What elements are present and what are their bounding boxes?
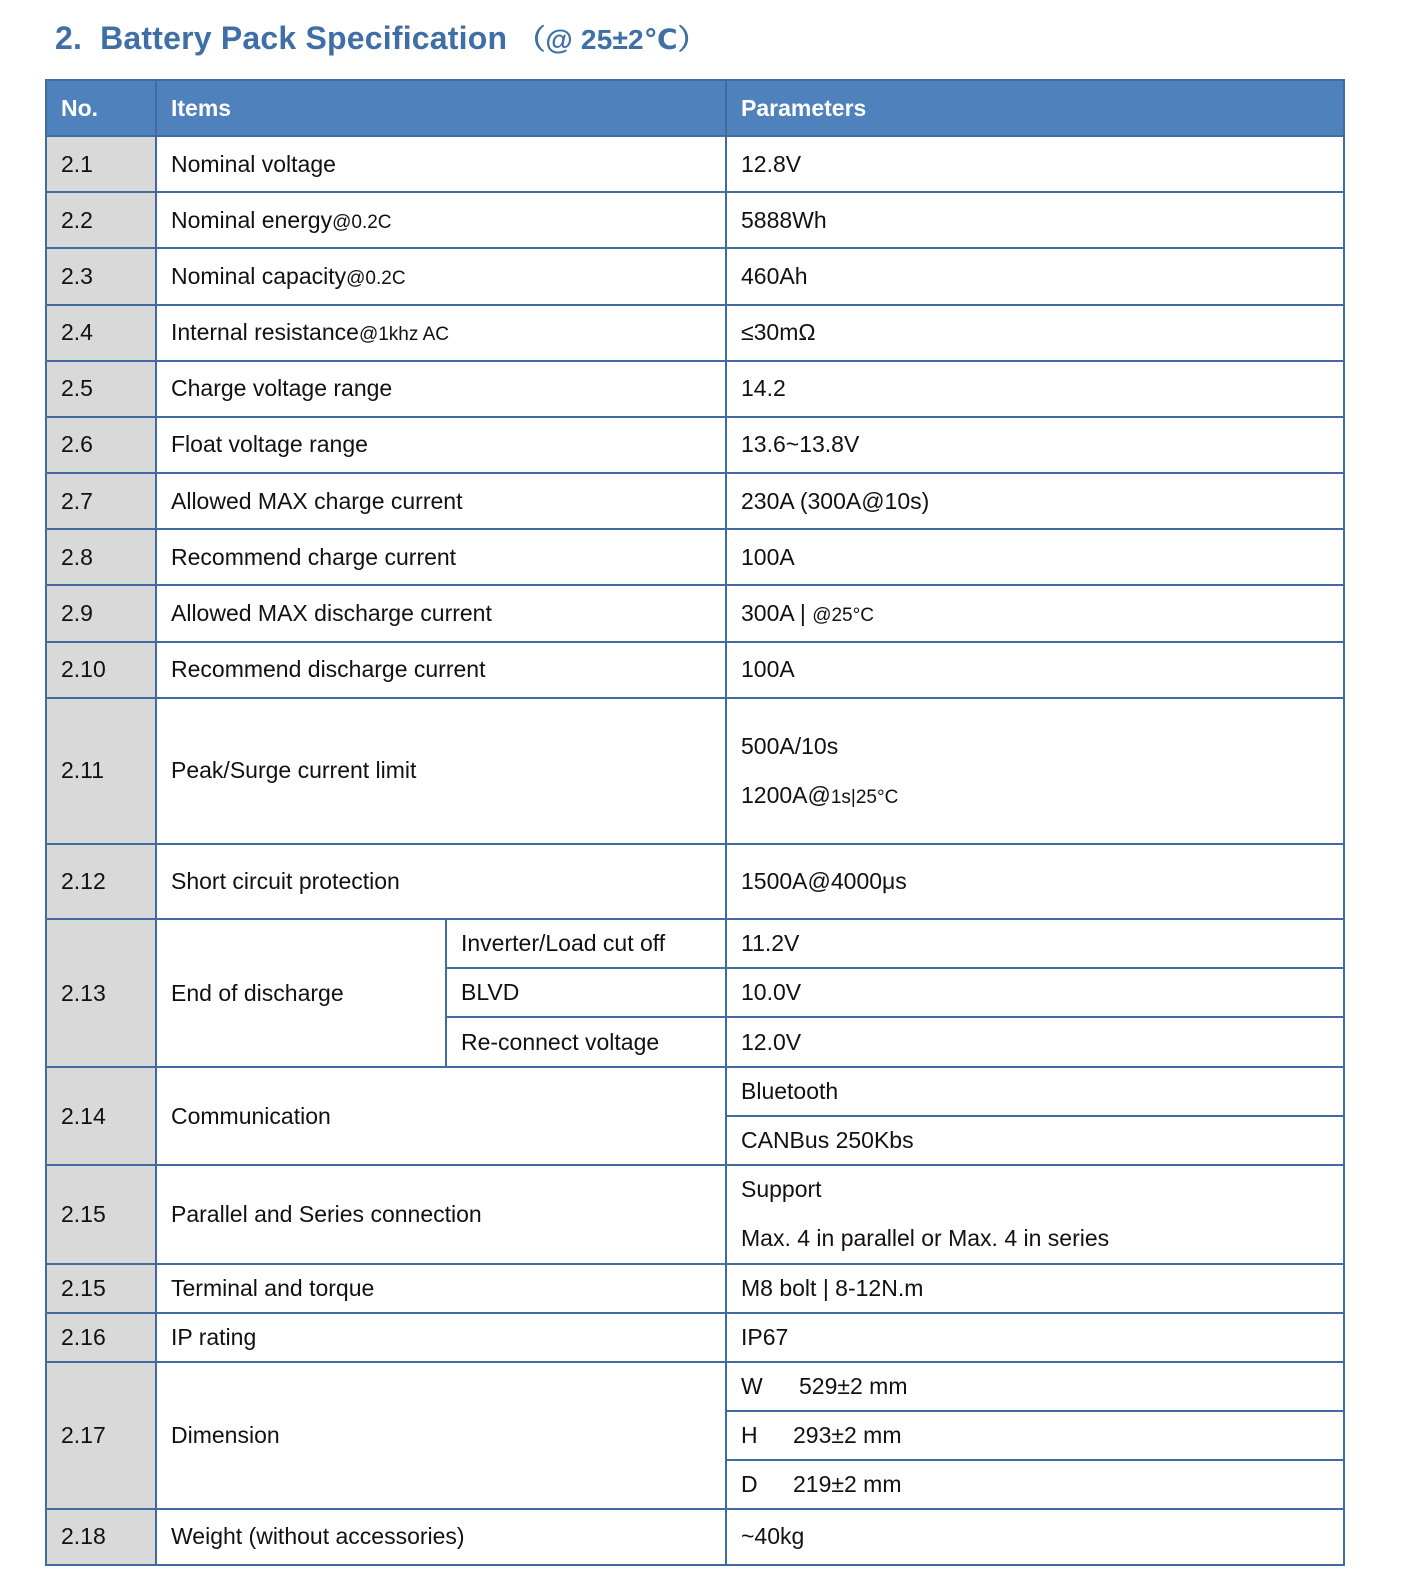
item-note: @0.2C <box>346 267 406 289</box>
row-parameter: IP67 <box>726 1313 1344 1362</box>
parameter-line: 500A/10s <box>741 732 839 759</box>
row-number: 2.3 <box>46 248 156 304</box>
table-row <box>46 844 1344 920</box>
section-title: Battery Pack Specification <box>100 20 508 56</box>
table-row <box>46 248 1344 304</box>
row-parameter: 100A <box>726 529 1344 585</box>
row-number: 2.10 <box>46 642 156 698</box>
row-parameter: 12.8V <box>726 136 1344 192</box>
parameter-value: 1200A@ <box>741 781 831 808</box>
row-number: 2.6 <box>46 417 156 473</box>
table-row <box>46 1264 1344 1313</box>
table-row <box>46 417 1344 473</box>
row-number: 2.16 <box>46 1313 156 1362</box>
parameter-note: @25°C <box>812 604 874 626</box>
row-number: 2.11 <box>46 698 156 844</box>
dimension-letter: H <box>741 1421 758 1448</box>
table-row <box>46 698 1344 844</box>
dimension-letter: W <box>741 1372 763 1399</box>
row-item: Short circuit protection <box>156 844 726 920</box>
row-parameter: ≤30mΩ <box>726 305 1344 361</box>
row-item: Recommend discharge current <box>156 642 726 698</box>
row-item <box>156 305 726 361</box>
row-parameter <box>726 1460 1344 1509</box>
row-item: Charge voltage range <box>156 361 726 417</box>
section-condition: （@ 25±2℃） <box>517 24 707 55</box>
header-parameters: Parameters <box>726 80 1344 136</box>
dimension-letter: D <box>741 1470 758 1497</box>
row-parameter: 10.0V <box>726 968 1344 1017</box>
dimension-value: 293±2 mm <box>793 1421 902 1448</box>
table-row <box>46 473 1344 529</box>
row-item: Dimension <box>156 1362 726 1509</box>
header-items: Items <box>156 80 726 136</box>
row-parameter <box>726 585 1344 641</box>
row-parameter <box>726 1411 1344 1460</box>
row-item: Weight (without accessories) <box>156 1509 726 1565</box>
row-item: End of discharge <box>156 919 446 1067</box>
row-parameter <box>726 698 1344 844</box>
table-row <box>46 642 1344 698</box>
row-subitem: BLVD <box>446 968 726 1017</box>
table-header-row <box>46 80 1344 136</box>
row-item: IP rating <box>156 1313 726 1362</box>
item-note: @1khz AC <box>358 324 449 346</box>
row-parameter <box>726 1165 1344 1263</box>
table-row <box>46 1362 1344 1411</box>
row-item: Float voltage range <box>156 417 726 473</box>
row-parameter: ~40kg <box>726 1509 1344 1565</box>
table-row <box>46 136 1344 192</box>
item-label: Internal resistance <box>171 319 359 346</box>
row-number: 2.18 <box>46 1509 156 1565</box>
row-number: 2.15 <box>46 1165 156 1263</box>
parameter-note: 1s|25°C <box>830 786 899 808</box>
row-parameter: Bluetooth <box>726 1067 1344 1116</box>
table-row <box>46 1165 1344 1263</box>
row-item: Allowed MAX charge current <box>156 473 726 529</box>
row-number: 2.12 <box>46 844 156 920</box>
row-number: 2.1 <box>46 136 156 192</box>
row-subitem: Re-connect voltage <box>446 1017 726 1067</box>
parameter-line: Max. 4 in parallel or Max. 4 in series <box>741 1225 1110 1252</box>
table-row <box>46 1313 1344 1362</box>
table-row <box>46 361 1344 417</box>
dimension-value: 219±2 mm <box>793 1470 902 1497</box>
row-item: Terminal and torque <box>156 1264 726 1313</box>
row-parameter: 1500A@4000μs <box>726 844 1344 920</box>
row-parameter: M8 bolt | 8-12N.m <box>726 1264 1344 1313</box>
row-item: Communication <box>156 1067 726 1165</box>
row-parameter: 13.6~13.8V <box>726 417 1344 473</box>
item-label: Nominal energy <box>171 206 333 233</box>
parameter-line <box>741 782 1343 809</box>
row-number: 2.4 <box>46 305 156 361</box>
section-heading <box>55 18 706 58</box>
table-row <box>46 192 1344 248</box>
row-item: Peak/Surge current limit <box>156 698 726 844</box>
table-row <box>46 529 1344 585</box>
item-label: Nominal capacity <box>171 262 347 289</box>
row-number: 2.13 <box>46 919 156 1067</box>
dimension-value: 529±2 mm <box>799 1372 908 1399</box>
row-item: Parallel and Series connection <box>156 1165 726 1263</box>
row-parameter: 14.2 <box>726 361 1344 417</box>
row-item <box>156 192 726 248</box>
row-number: 2.17 <box>46 1362 156 1509</box>
row-parameter: 11.2V <box>726 919 1344 968</box>
row-number: 2.14 <box>46 1067 156 1165</box>
header-no: No. <box>46 80 156 136</box>
row-item <box>156 248 726 304</box>
row-item: Allowed MAX discharge current <box>156 585 726 641</box>
row-number: 2.15 <box>46 1264 156 1313</box>
table-row <box>46 1067 1344 1116</box>
row-item: Recommend charge current <box>156 529 726 585</box>
row-number: 2.2 <box>46 192 156 248</box>
row-parameter: 230A (300A@10s) <box>726 473 1344 529</box>
row-number: 2.5 <box>46 361 156 417</box>
row-parameter: 5888Wh <box>726 192 1344 248</box>
row-number: 2.9 <box>46 585 156 641</box>
parameter-line: Support <box>741 1176 822 1203</box>
row-parameter: 460Ah <box>726 248 1344 304</box>
item-note: @0.2C <box>332 211 392 233</box>
table-row <box>46 305 1344 361</box>
table-row <box>46 919 1344 968</box>
row-parameter <box>726 1362 1344 1411</box>
row-parameter: CANBus 250Kbs <box>726 1116 1344 1165</box>
row-parameter: 12.0V <box>726 1017 1344 1067</box>
spec-table <box>45 79 1345 1566</box>
row-number: 2.7 <box>46 473 156 529</box>
row-subitem: Inverter/Load cut off <box>446 919 726 968</box>
parameter-value: 300A | <box>741 599 813 626</box>
table-row <box>46 1509 1344 1565</box>
table-row <box>46 585 1344 641</box>
row-item: Nominal voltage <box>156 136 726 192</box>
section-number: 2. <box>55 20 83 56</box>
row-parameter: 100A <box>726 642 1344 698</box>
row-number: 2.8 <box>46 529 156 585</box>
